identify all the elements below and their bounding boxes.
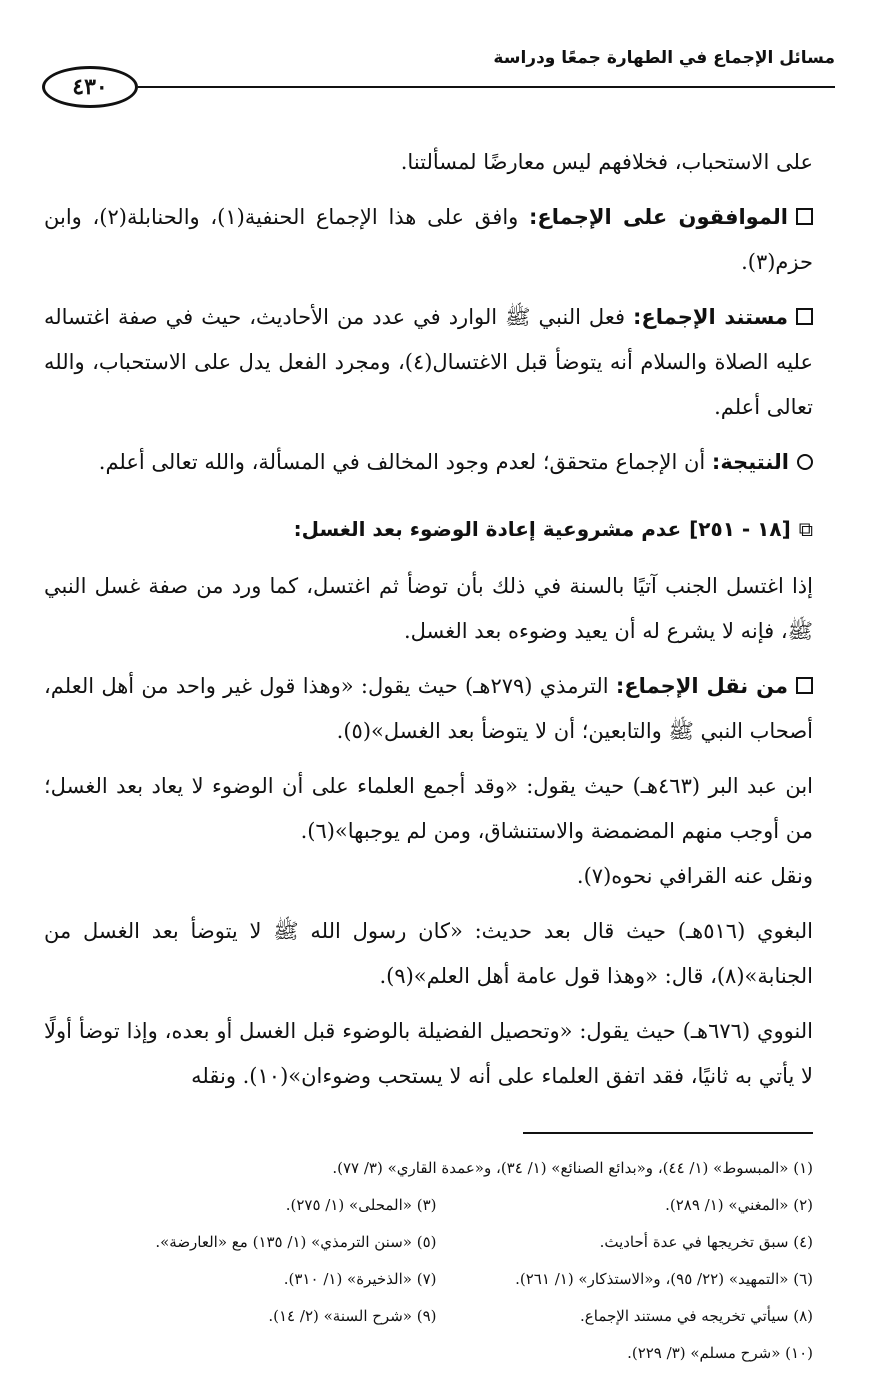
paragraph-result <box>44 440 813 485</box>
paragraph-baghawi: البغوي (٥١٦هـ) حيث قال بعد حديث: «كان رسول الله ﷺ لا يتوضأ بعد الغسل من الجنابة»(٨)، قال: «وهذا قول عامة أهل العلم»(٩). <box>44 919 813 988</box>
paragraph-basis <box>44 295 813 430</box>
footnote-8: (٨) سيأتي تخريجه في مستند الإجماع. <box>580 1307 813 1325</box>
paragraph-ibn-abd-albarr: ابن عبد البر (٤٦٣هـ) حيث يقول: «وقد أجمع العلماء على أن الوضوء لا يعاد بعد الغسل؛ من أوجب منهم المضمضة والاستنشاق، ومن لم يوجبها»(٦). <box>44 774 813 843</box>
transmitters-label: من نقل الإجماع: <box>615 674 788 698</box>
paragraph-1: على الاستحباب، فخلافهم ليس معارضًا لمسألتنا. <box>400 150 813 174</box>
footnote-9: (٩) «شرح السنة» (٢/ ١٤). <box>268 1307 437 1325</box>
footnote-5: (٥) «سنن الترمذي» (١/ ١٣٥) مع «العارضة». <box>155 1233 437 1251</box>
square-bullet-icon <box>796 308 813 325</box>
heading-number: [١٨ - ٢٥١] <box>689 517 791 541</box>
footnote-3: (٣) «المحلى» (١/ ٢٧٥). <box>285 1196 437 1214</box>
paragraph-nawawi: النووي (٦٧٦هـ) حيث يقول: «وتحصيل الفضيلة بالوضوء قبل الغسل أو بعده، وإذا توضأ أولًا لا يأتي به ثانيًا، فقد اتفق العلماء على أنه لا يستحب وضوءان»(١٠). ونقله <box>44 1019 814 1088</box>
agreeing-text: وافق على هذا الإجماع الحنفية(١)، والحنابلة(٢)، وابن حزم(٣). <box>44 205 813 274</box>
paragraph-transmitters <box>44 664 813 754</box>
footnote-10: (١٠) «شرح مسلم» (٣/ ٢٢٩). <box>627 1344 813 1362</box>
paragraph-agreeing <box>44 195 813 285</box>
footnote-1: (١) «المبسوط» (١/ ٤٤)، و«بدائع الصنائع» (١/ ٣٤)، و«عمدة القاري» (٣/ ٧٧). <box>332 1159 813 1177</box>
document-stack-icon: ⧉ <box>798 517 813 541</box>
result-label: النتيجة: <box>711 450 789 474</box>
section-heading <box>44 507 813 552</box>
header-rule <box>138 86 835 88</box>
main-text <box>44 140 813 1099</box>
transmitters-text: الترمذي (٢٧٩هـ) حيث يقول: «وهذا قول غير واحد من أهل العلم، أصحاب النبي ﷺ والتابعين؛ أن لا يتوضأ بعد الغسل»(٥). <box>44 674 813 743</box>
footnote-6: (٦) «التمهيد» (٢٢/ ٩٥)، و«الاستذكار» (١/ ٢٦١). <box>515 1270 813 1288</box>
result-text: أن الإجماع متحقق؛ لعدم وجود المخالف في المسألة، والله تعالى أعلم. <box>98 450 712 474</box>
square-bullet-icon <box>796 208 813 225</box>
circle-bullet-icon <box>797 454 813 470</box>
footnotes <box>60 1150 813 1372</box>
paragraph-qarafi: ونقل عنه القرافي نحوه(٧). <box>576 864 813 888</box>
footnote-7: (٧) «الذخيرة» (١/ ٣١٠). <box>283 1270 437 1288</box>
paragraph-intro: إذا اغتسل الجنب آتيًا بالسنة في ذلك بأن توضأ ثم اغتسل، كما ورد من صفة غسل النبي ﷺ، فإنه لا يشرع له أن يعيد وضوءه بعد الغسل. <box>44 574 813 643</box>
heading-text: عدم مشروعية إعادة الوضوء بعد الغسل: <box>293 517 682 541</box>
running-title: مسائل الإجماع في الطهارة جمعًا ودراسة <box>493 48 835 68</box>
basis-text: فعل النبي ﷺ الوارد في عدد من الأحاديث، حيث في صفة اغتساله عليه الصلاة والسلام أنه يتوضأ قبل الاغتسال(٤)، ومجرد الفعل يدل على الاستحباب، والله تعالى أعلم. <box>44 305 814 419</box>
agreeing-label: الموافقون على الإجماع: <box>529 205 788 229</box>
footnote-rule <box>523 1132 813 1134</box>
footnote-4: (٤) سبق تخريجها في عدة أحاديث. <box>599 1233 813 1251</box>
footnote-2: (٢) «المغني» (١/ ٢٨٩). <box>665 1196 813 1214</box>
square-bullet-icon <box>796 677 813 694</box>
basis-label: مستند الإجماع: <box>633 305 789 329</box>
page-number: ٤٣٠ <box>42 66 138 108</box>
